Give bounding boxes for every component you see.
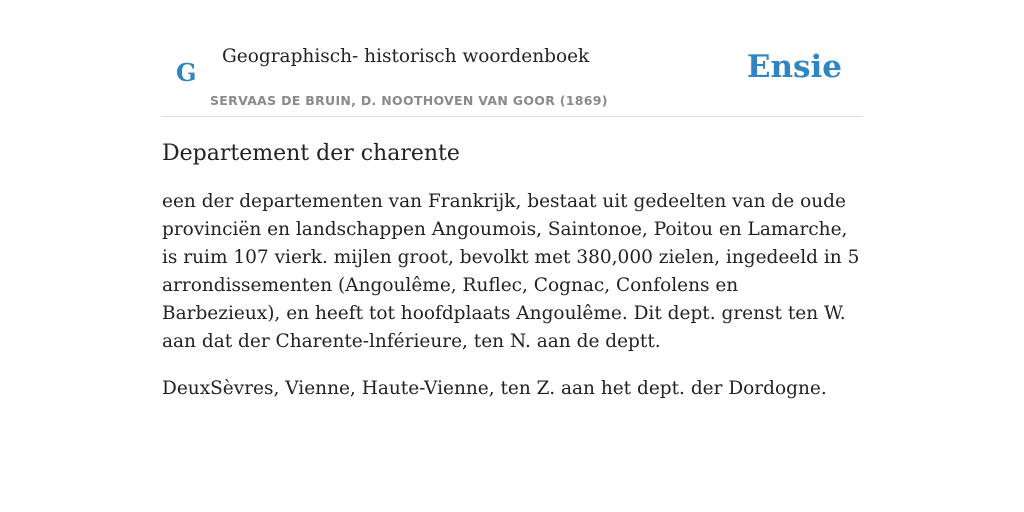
book-header [162,44,862,117]
entry-title: Departement der charente [162,141,460,166]
entry-paragraph: een der departementen van Frankrijk, bestaat uit gedeelten van de oude provinciën en landschappen Angoumois, Saintonoe, Poitou en Lamarche, is ruim 107 vierk. mijlen groot, bevolkt met 380,000 zielen, ingedeeld in 5 arrondissementen (Angoulême, Ruflec, Cognac, Confolens en Barbezieux), en heeft tot hoofdplaats Angoulême. Dit dept. grenst ten W. aan dat der Charente-lnférieure, ten N. aan de deptt. [162,191,860,352]
book-title-link[interactable]: Geographisch- historisch woordenboek [222,46,590,67]
book-authors-year: SERVAAS DE BRUIN, D. NOOTHOVEN VAN GOOR (1869) [210,93,608,108]
entry-body [162,188,862,403]
entry-paragraph: DeuxSèvres, Vienne, Haute-Vienne, ten Z. aan het dept. der Dordogne. [162,378,827,399]
ensie-logo-link[interactable]: Ensie [746,49,842,85]
book-logo-link[interactable]: G [176,58,197,87]
page [162,0,862,403]
